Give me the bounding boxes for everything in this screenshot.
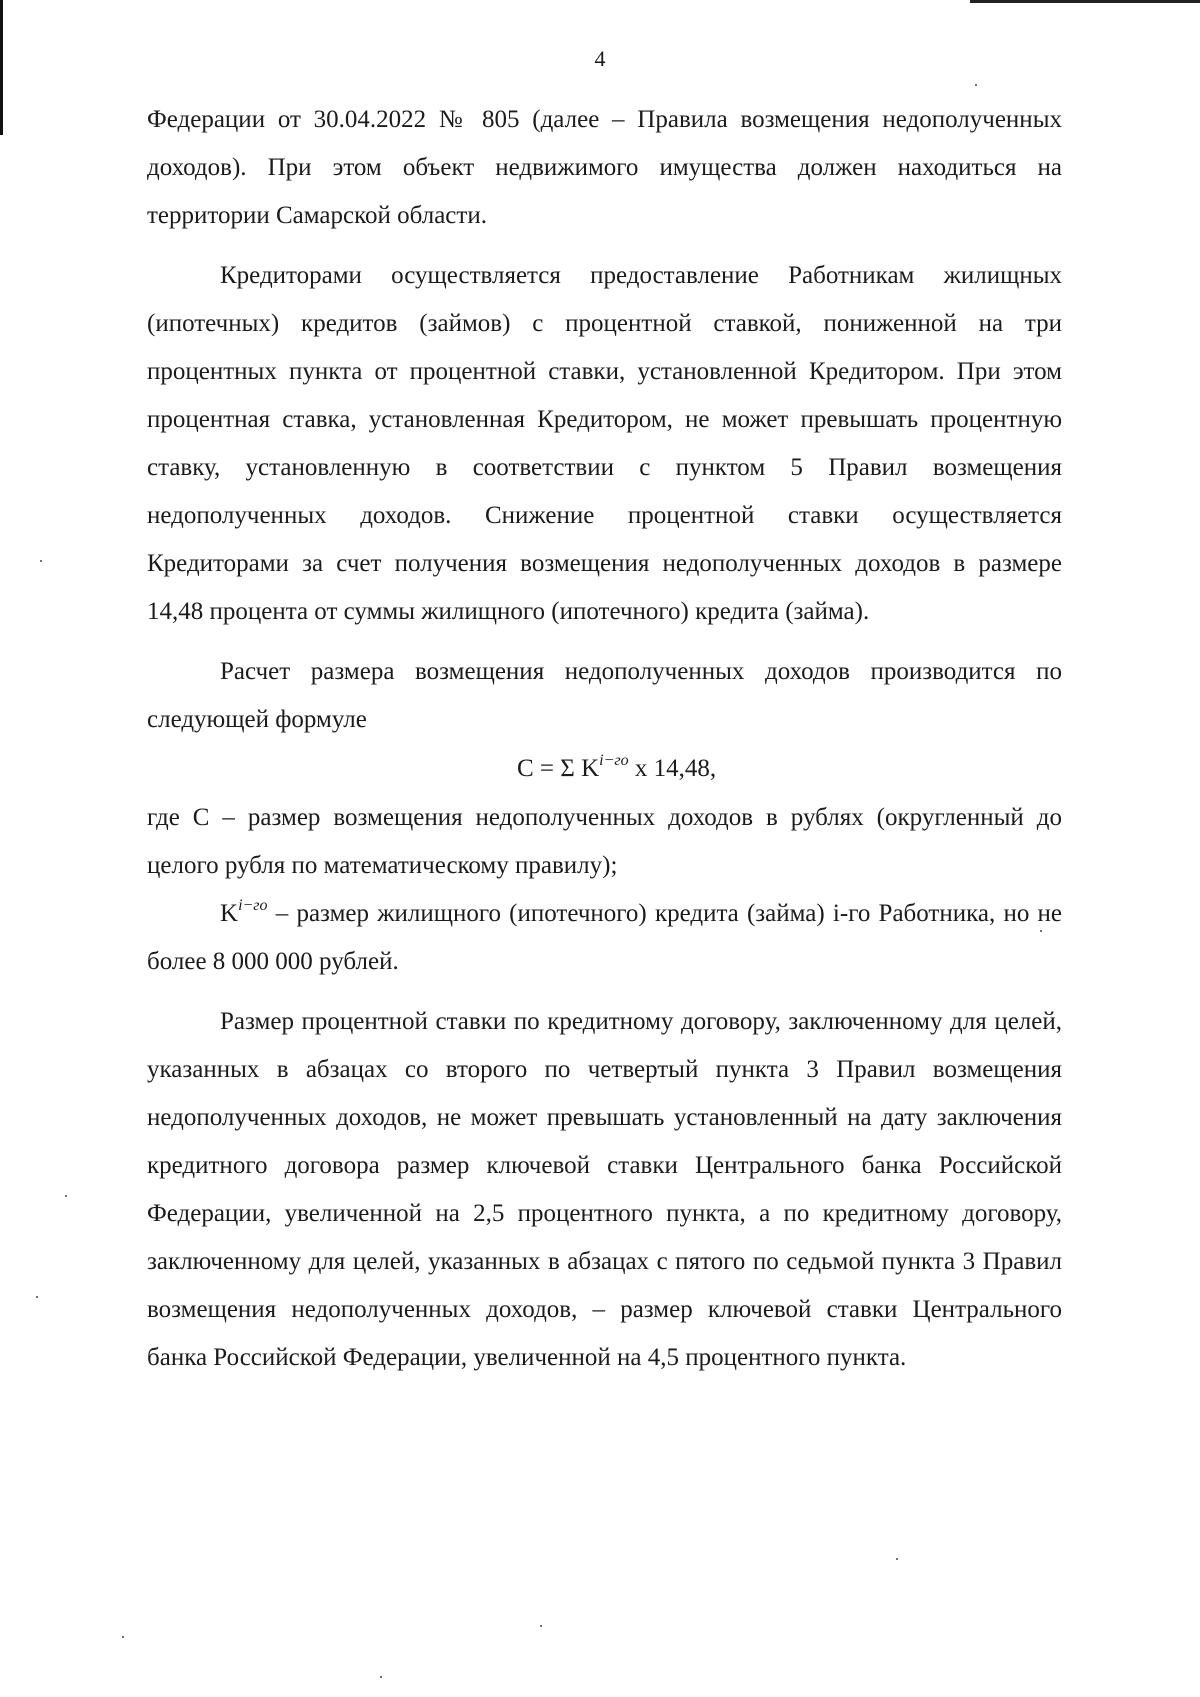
scan-speck bbox=[896, 1558, 898, 1560]
scan-speck bbox=[975, 84, 977, 86]
definition-k bbox=[147, 890, 1062, 986]
scan-edge-top bbox=[970, 0, 1200, 3]
definition-c: где С – размер возмещения недополученных доходов в рублях (округленный до целого рубля по математическому правилу); bbox=[147, 804, 1062, 879]
scan-speck bbox=[36, 1296, 38, 1298]
paragraph-rate-limits: Размер процентной ставки по кредитному договору, заключенному для целей, указанных в абзацах со второго по четвертый пункта 3 Правил возмещения недополученных доходов, не может превышать установленный на дату заключения кредитного договора размер ключевой ставки Центрального банка Российской Федерации, увеличенной на 2,5 процентного пункта, а по кредитному договору, заключенному для целей, указанных в абзацах с пятого по седьмой пункта 3 Правил возмещения недополученных доходов, – размер ключевой ставки Центрального банка Российской Федерации, увеличенной на 4,5 процентного пункта. bbox=[147, 1008, 1062, 1371]
scan-speck bbox=[40, 560, 42, 562]
paragraph-continuation: Федерации от 30.04.2022 № 805 (далее – Правила возмещения недополученных доходов). При этом объект недвижимого имущества должен находиться на территории Самарской области. bbox=[147, 106, 1062, 229]
formula bbox=[147, 744, 1062, 794]
scan-speck bbox=[1040, 930, 1042, 932]
page-number: 4 bbox=[594, 46, 606, 71]
formula-suffix: x 14,48, bbox=[628, 755, 717, 782]
definition-k-superscript: i−го bbox=[238, 897, 268, 914]
document-body bbox=[147, 96, 1062, 1382]
definition-k-symbol: K bbox=[220, 900, 239, 927]
scan-speck bbox=[380, 1676, 382, 1678]
definition-k-text: – размер жилищного (ипотечного) кредита (займа) i-го Работника, но не более 8 000 000 рублей. bbox=[147, 900, 1062, 975]
scan-speck bbox=[65, 1195, 67, 1197]
scan-speck bbox=[540, 1625, 542, 1627]
formula-superscript: i−го bbox=[599, 752, 629, 769]
paragraph-creditors: Кредиторами осуществляется предоставление Работникам жилищных (ипотечных) кредитов (займов) с процентной ставкой, пониженной на три процентных пункта от процентной ставки, установленной Кредитором. При этом процентная ставка, установленная Кредитором, не может превышать процентную ставку, установленную в соответствии с пунктом 5 Правил возмещения недополученных доходов. Снижение процентной ставки осуществляется Кредиторами за счет получения возмещения недополученных доходов в размере 14,48 процента от суммы жилищного (ипотечного) кредита (займа). bbox=[147, 262, 1062, 625]
formula-prefix: C = Σ K bbox=[517, 755, 600, 782]
paragraph-calculation-intro: Расчет размера возмещения недополученных доходов производится по следующей формуле bbox=[147, 658, 1062, 733]
scan-speck bbox=[122, 1636, 124, 1638]
